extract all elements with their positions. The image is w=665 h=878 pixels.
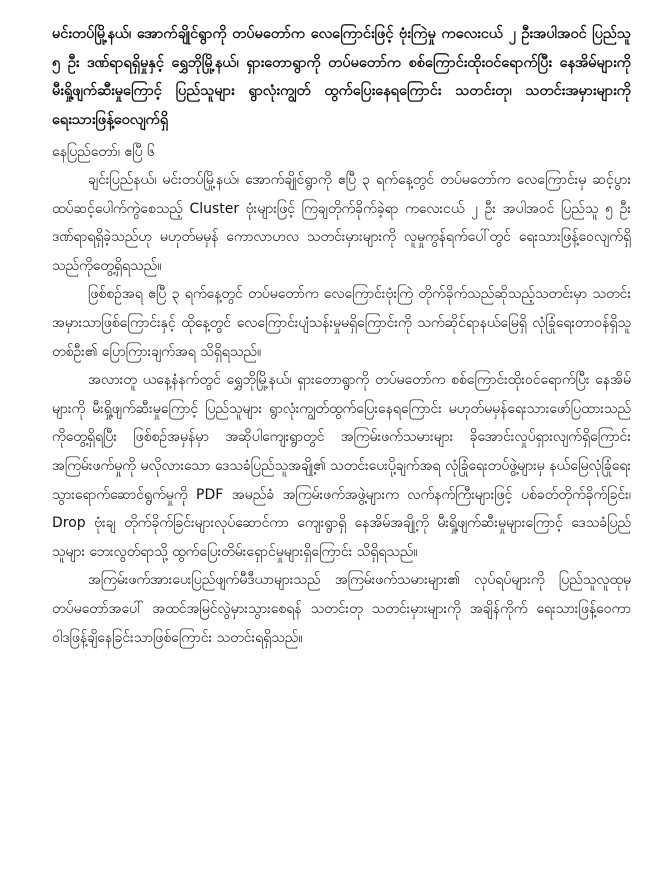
article-paragraph-4: အကြမ်းဖက်အားပေးပြည်ဖျက်မီဒီယာများသည် အကြမ်းဖက်သမားများ၏ လုပ်ရပ်များကို ပြည်သူလူထုမှ တပ်မတော်အပေါ် အထင်အမြင်လွဲမှားသွားစေရန် သတင်းတု သတင်းမှားများကို အချိန်ကိုက် ရေးသားဖြန့်ဝေကာ ဝါဒဖြန့်ချိနေခြင်းသာဖြစ်ကြောင်း သတင်းရရှိသည်။ xyxy=(52,572,631,646)
article-paragraph-1: ချင်းပြည်နယ်၊ မင်းတပ်မြို့နယ်၊ အောက်ချိုင်ရွာကို ဧပြီ ၃ ရက်နေ့တွင် တပ်မတော်က လေကြောင်းမှ ဆင့်ပွားထပ်ဆင့်ပေါက်ကွဲစေသည့် Cluster ဗုံးများဖြင့် ကြချတိုက်ခိုက်ခဲ့ရာ ကလေးငယ် ၂ ဦး အပါအဝင် ပြည်သူ ၅ ဦး ဒဏ်ရာရရှိခဲ့သည်ဟု မဟုတ်မမှန် ကောလာဟလ သတင်းမှားများကို လူမှုကွန်ရက်ပေါ်တွင် ရေးသားဖြန့်ဝေလျက်ရှိသည်ကိုတွေ့ရှိရသည်။ xyxy=(52,172,631,274)
article-headline: မင်းတပ်မြို့နယ်၊ အောက်ချိုင်ရွာကို တပ်မတော်က လေကြောင်းဖြင့် ဗုံးကြဲမှု ကလေးငယ် ၂ ဦးအပါအဝင် ပြည်သူ ၅ ဦး ဒဏ်ရာရရှိမှုနှင့် ရွှေဘိုမြို့နယ်၊ ရှားတောရွာကို တပ်မတော်က စစ်ကြောင်းထိုးဝင်ရောက်ပြီး နေအိမ်များကို မီးရှို့ဖျက်ဆီးမှုကြောင့် ပြည်သူများ ရွာလုံးကျွတ် ထွက်ပြေးနေရကြောင်း သတင်းတု၊ သတင်းအမှားများကို ရေးသားဖြန့်ဝေလျက်ရှိ xyxy=(52,26,631,128)
article-dateline: နေပြည်တော်၊ ဧပြီ ၆ xyxy=(52,144,155,160)
article-paragraph-3: အလားတူ ယနေ့နံနက်တွင် ရွှေဘိုမြို့နယ်၊ ရှားတောရွာကို တပ်မတော်က စစ်ကြောင်းထိုးဝင်ရောက်ပြီး နေအိမ်များကို မီးရှို့ဖျက်ဆီးမှုကြောင့် ပြည်သူများ ရွာလုံးကျွတ်ထွက်ပြေးနေရကြောင်း မဟုတ်မမှန်ရေးသားဖော်ပြထားသည်ကိုတွေ့ရှိရပြီး ဖြစ်စဉ်အမှန်မှာ အဆိုပါကျေးရွာတွင် အကြမ်းဖက်သမားများ ခိုအောင်းလှုပ်ရှားလျက်ရှိကြောင်း အကြမ်းဖက်မှုကို မလိုလားသော ဒေသခံပြည်သူအချို့၏ သတင်းပေးပို့ချက်အရ လုံခြုံရေးတပ်ဖွဲ့များမှ နယ်မြေလုံခြုံရေးသွားရောက်ဆောင်ရွက်မှုကို PDF အမည်ခံ အကြမ်းဖက်အဖွဲ့များက လက်နက်ကြီးများဖြင့် ပစ်ခတ်တိုက်ခိုက်ခြင်း၊ Drop ဗုံးချ တိုက်ခိုက်ခြင်းများလုပ်ဆောင်ကာ ကျေးရွာရှိ နေအိမ်အချို့ကို မီးရှို့ဖျက်ဆီးမှုများကြောင့် ဒေသခံပြည်သူများ ဘေးလွတ်ရာသို့ ထွက်ပြေးတိမ်းရှောင်မှုများရှိကြောင်း သိရှိရသည်။ xyxy=(52,372,631,560)
article-paragraph-2: ဖြစ်စဉ်အရ ဧပြီ ၃ ရက်နေ့တွင် တပ်မတော်က လေကြောင်းဗုံးကြဲ တိုက်ခိုက်သည်ဆိုသည့်သတင်းမှာ သတင်းအမှားသာဖြစ်ကြောင်းနှင့် ထိုနေ့တွင် လေကြောင်းပျံသန်းမှုမရှိကြောင်းကို သက်ဆိုင်ရာနယ်မြေရှိ လုံခြုံရေးတာဝန်ရှိသူတစ်ဦး၏ ပြောကြားချက်အရ သိရှိရသည်။ xyxy=(52,286,631,360)
